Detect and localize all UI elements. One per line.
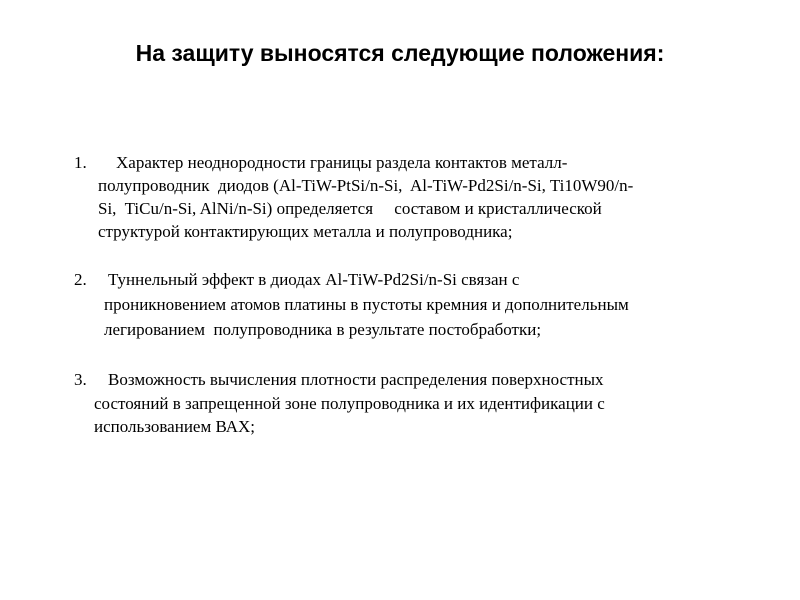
slide-title: На защиту выносятся следующие положения: bbox=[135, 40, 665, 66]
item-line: Туннельный эффект в диодах Al-TiW-Pd2Si/n-Si связан с bbox=[108, 270, 520, 289]
item-number: 3. bbox=[74, 370, 87, 389]
item-line: структурой контактирующих металла и полупроводника; bbox=[98, 222, 513, 241]
item-line: Возможность вычисления плотности распределения поверхностных bbox=[108, 370, 604, 389]
item-line: состояний в запрещенной зоне полупроводника и их идентификации с bbox=[94, 394, 605, 413]
item-line: использованием ВАХ; bbox=[94, 417, 256, 436]
item-line: Si, TiCu/n-Si, AlNi/n-Si) определяется составом и кристаллической bbox=[98, 199, 602, 218]
item-line: легированием полупроводника в результате постобработки; bbox=[104, 320, 542, 339]
item-line: Характер неоднородности границы раздела контактов металл- bbox=[116, 153, 568, 172]
item-line: полупроводник диодов (Al-TiW-PtSi/n-Si, Al-TiW-Pd2Si/n-Si, Ti10W90/n- bbox=[98, 176, 634, 195]
item-number: 1. bbox=[74, 153, 87, 172]
item-line: проникновением атомов платины в пустоты кремния и дополнительным bbox=[104, 295, 629, 314]
item-number: 2. bbox=[74, 270, 87, 289]
